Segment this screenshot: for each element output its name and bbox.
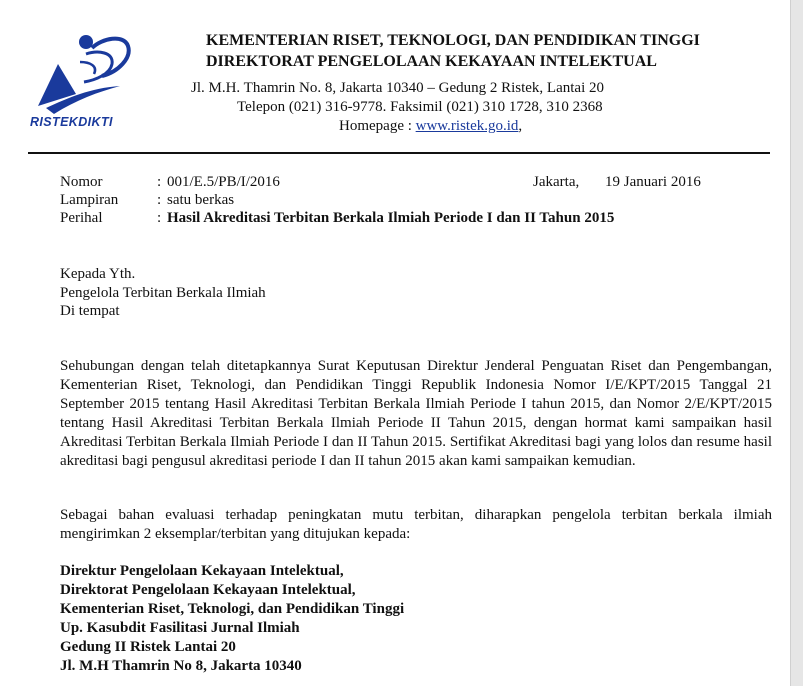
address-line: Jl. M.H Thamrin No 8, Jakarta 10340 bbox=[60, 658, 302, 674]
address-line: Direktorat Pengelolaan Kekayaan Intelektual, bbox=[60, 582, 356, 598]
address-line: Kementerian Riset, Teknologi, dan Pendidikan Tinggi bbox=[60, 601, 405, 617]
viewer-background bbox=[791, 0, 803, 686]
logo-wordmark: RISTEKDIKTI bbox=[30, 115, 113, 129]
recipient-place: Di tempat bbox=[60, 303, 120, 319]
colon: : bbox=[157, 174, 162, 190]
letterhead-homepage bbox=[339, 118, 522, 135]
address-line: Gedung II Ristek Lantai 20 bbox=[60, 639, 236, 655]
homepage-suffix: , bbox=[518, 118, 523, 134]
nomor-value: 001/E.5/PB/I/2016 bbox=[167, 174, 280, 190]
colon: : bbox=[157, 192, 162, 208]
date-day: 19 Januari 2016 bbox=[605, 174, 701, 190]
date-city: Jakarta, bbox=[533, 174, 580, 190]
homepage-label: Homepage : bbox=[339, 118, 416, 134]
delivery-address-block bbox=[60, 562, 404, 676]
lampiran-value: satu berkas bbox=[167, 192, 235, 208]
ministry-title: KEMENTERIAN RISET, TEKNOLOGI, DAN PENDIDIKAN TINGGI bbox=[206, 32, 700, 49]
colon: : bbox=[157, 210, 162, 226]
address-line: Up. Kasubdit Fasilitasi Jurnal Ilmiah bbox=[60, 620, 300, 636]
lampiran-label: Lampiran bbox=[60, 192, 119, 208]
letterhead-phone: Telepon (021) 316-9778. Faksimil (021) 310 1728, 310 2368 bbox=[237, 99, 603, 115]
nomor-label: Nomor bbox=[60, 174, 103, 190]
address-line: Direktur Pengelolaan Kekayaan Intelektual, bbox=[60, 563, 344, 579]
letterhead-address: Jl. M.H. Thamrin No. 8, Jakarta 10340 – Gedung 2 Ristek, Lantai 20 bbox=[191, 80, 604, 96]
recipient-salutation: Kepada Yth. bbox=[60, 266, 136, 282]
perihal-label: Perihal bbox=[60, 210, 103, 226]
body-paragraph-1: Sehubungan dengan telah ditetapkannya Surat Keputusan Direktur Jenderal Penguatan Riset dan Pengembangan, Kementerian Riset, Teknologi, dan Pendidikan Tinggi Republik Indonesia Nomor I/E/KPT/2015 Tanggal 21 September 2015 tentang Hasil Akreditasi Terbitan Berkala Ilmiah Periode I tahun 2015, dan Nomor 2/E/KPT/2015 tentang Hasil Akreditasi Terbitan Berkala Ilmiah Periode II Tahun 2015, dengan hormat kami sampaikan hasil Akreditasi Terbitan Berkala Ilmiah Periode I dan II Tahun 2015. Sertifikat Akreditasi bagi yang lolos dan resume hasil akreditasi bagi pengusul akreditasi periode I dan II tahun 2015 akan kami sampaikan kemudian. bbox=[60, 358, 772, 469]
homepage-link[interactable]: www.ristek.go.id bbox=[415, 118, 519, 134]
body-paragraph-2: Sebagai bahan evaluasi terhadap peningkatan mutu terbitan, diharapkan pengelola terbitan berkala ilmiah mengirimkan 2 eksemplar/terbitan yang ditujukan kepada: bbox=[60, 507, 772, 542]
letterhead-divider bbox=[28, 152, 770, 154]
directorate-title: DIREKTORAT PENGELOLAAN KEKAYAAN INTELEKTUAL bbox=[206, 53, 657, 70]
recipient-name: Pengelola Terbitan Berkala Ilmiah bbox=[60, 285, 266, 301]
perihal-value: Hasil Akreditasi Terbitan Berkala Ilmiah Periode I dan II Tahun 2015 bbox=[167, 210, 615, 226]
